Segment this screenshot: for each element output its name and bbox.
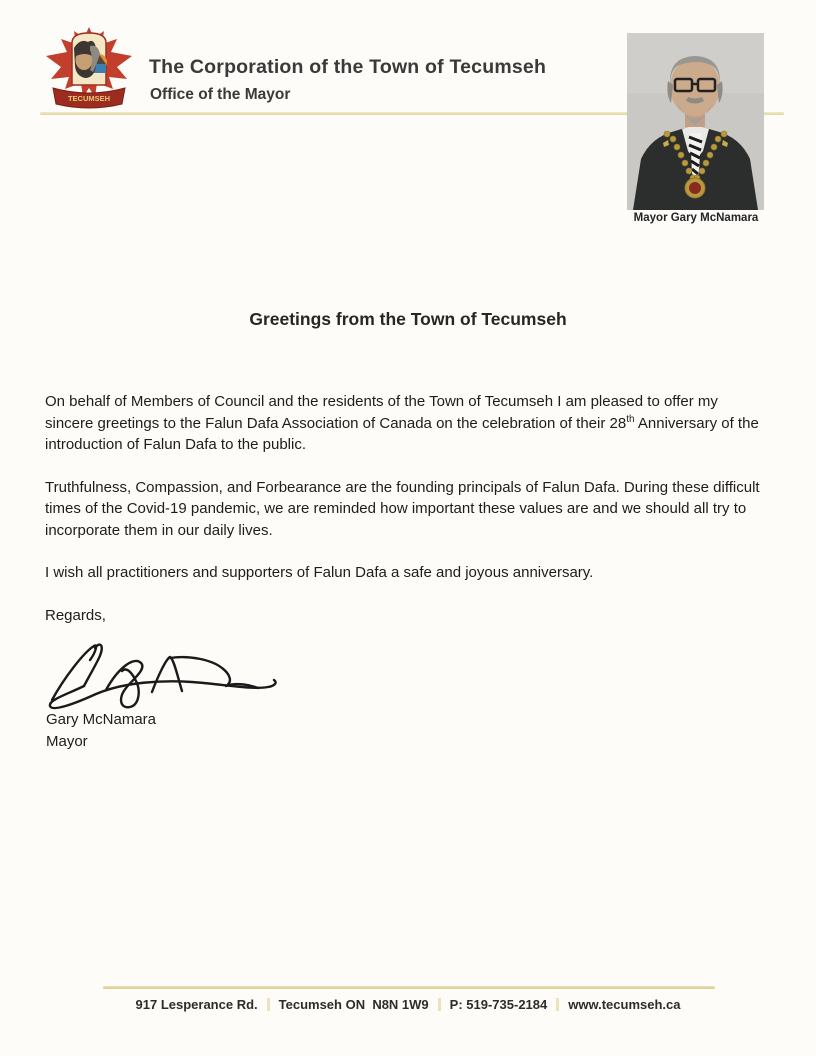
footer-address: 917 Lesperance Rd. [135, 997, 258, 1012]
footer-gold-rule [103, 986, 715, 989]
footer-separator [267, 998, 270, 1011]
photo-caption: Mayor Gary McNamara [633, 212, 759, 224]
signer-name: Gary McNamara [46, 711, 157, 728]
footer-website: www.tecumseh.ca [568, 997, 681, 1012]
ordinal-superscript: th [626, 413, 635, 425]
signer-title: Mayor [46, 733, 88, 750]
mayor-portrait-illustration [627, 33, 764, 210]
letter-body [45, 391, 769, 647]
paragraph-2: Truthfulness, Compassion, and Forbearance are the founding principals of Falun Dafa. During these difficult times of the Covid-19 pandemic, we are reminded how important these values are and we should all try to incorporate them in our daily lives. [45, 478, 760, 539]
dept-name: Office of the Mayor [150, 86, 291, 103]
town-logo [38, 26, 140, 110]
paragraph-3: I wish all practitioners and supporters of Falun Dafa a safe and joyous anniversary. [45, 564, 594, 581]
org-name: The Corporation of the Town of Tecumseh [149, 56, 547, 78]
signature-scribble [40, 636, 280, 716]
footer-city-postal: Tecumseh ON N8N 1W9 [278, 997, 429, 1012]
footer-separator [438, 998, 441, 1011]
paragraph-1: On behalf of Members of Council and the residents of the Town of Tecumseh I am pleased to offer my sincere greetings to the Falun Dafa Association of Canada on the celebration of their 28th Anniversary of the introduction of Falun Dafa to the public. [45, 393, 759, 453]
logo-banner-text: TECUMSEH [67, 94, 111, 103]
signer-block [46, 709, 156, 753]
closing: Regards, [45, 606, 106, 624]
maple-leaf-logo-icon [38, 26, 140, 110]
footer-separator [556, 998, 559, 1011]
footer-phone: P: 519-735-2184 [449, 997, 548, 1012]
mayor-photo [627, 33, 764, 210]
letter-heading: Greetings from the Town of Tecumseh [249, 309, 567, 329]
footer [0, 997, 816, 1012]
